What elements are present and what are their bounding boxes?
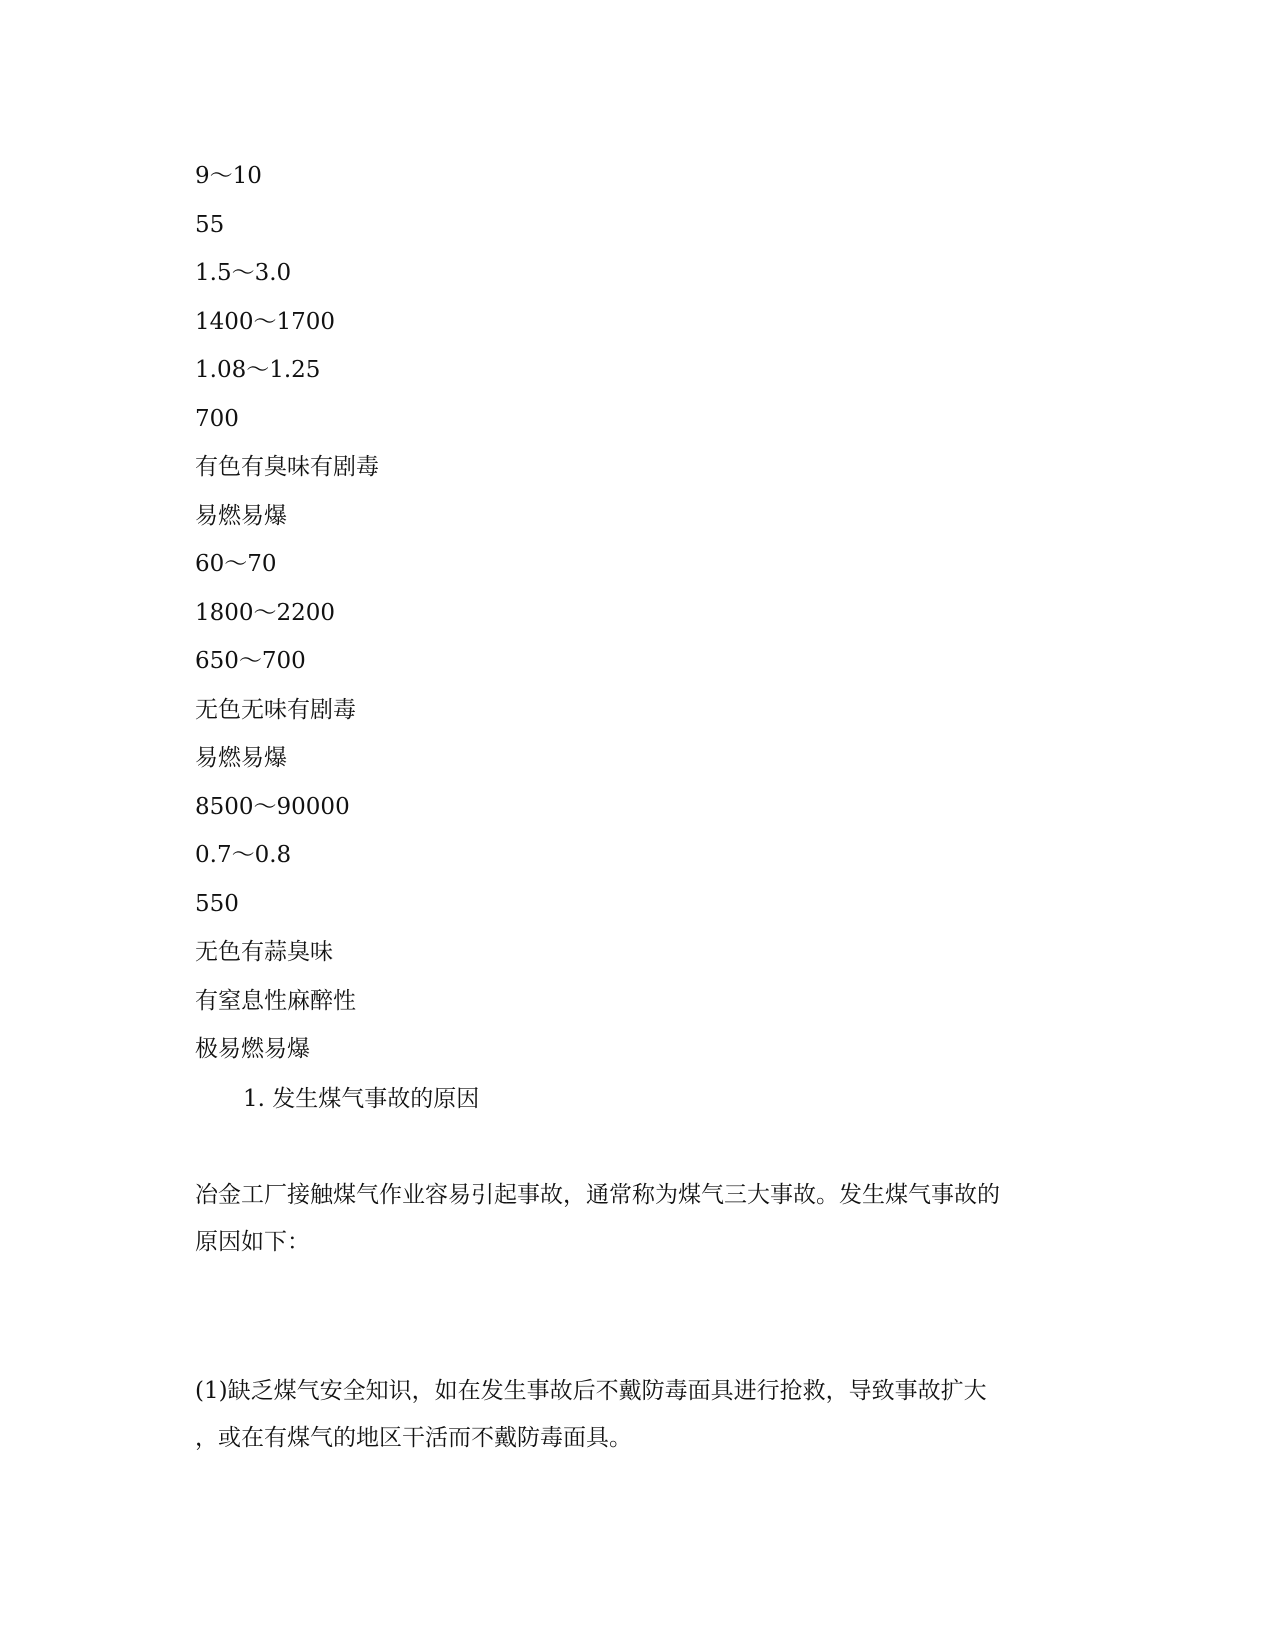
paragraph-line: ，或在有煤气的地区干活而不戴防毒面具。 [195, 1425, 632, 1451]
intro-paragraph [195, 1172, 1075, 1266]
paragraph-line: (1)缺乏煤气安全知识，如在发生事故后不戴防毒面具进行抢救，导致事故扩大 [195, 1378, 987, 1404]
paragraph-line: 原因如下： [195, 1229, 310, 1255]
list-item: 60～70 [195, 551, 277, 577]
list-item: 1.5～3.0 [195, 260, 292, 286]
list-item: 1400～1700 [195, 308, 336, 335]
list-item: 550 [195, 890, 239, 917]
list-item: 有窒息性麻醉性 [195, 987, 356, 1014]
list-item: 55 [195, 211, 225, 238]
list-item: 1.08～1.25 [195, 357, 321, 383]
list-item: 易燃易爆 [195, 502, 287, 529]
list-item: 1800～2200 [195, 599, 336, 626]
list-item: 易燃易爆 [195, 745, 287, 771]
gas-property-values [195, 160, 379, 1082]
list-item: 无色有蒜臭味 [195, 939, 333, 965]
list-item: 无色无味有剧毒 [195, 696, 356, 723]
section-heading: 1. 发生煤气事故的原因 [243, 1086, 480, 1112]
list-item: 700 [195, 405, 239, 432]
cause-1-paragraph [195, 1368, 1075, 1462]
list-item: 0.7～0.8 [195, 842, 292, 868]
paragraph-line: 冶金工厂接触煤气作业容易引起事故，通常称为煤气三大事故。发生煤气事故的 [195, 1182, 1000, 1208]
list-item: 8500～90000 [195, 793, 350, 820]
list-item: 有色有臭味有剧毒 [195, 454, 379, 480]
list-item: 极易燃易爆 [195, 1036, 310, 1062]
list-item: 650～700 [195, 648, 306, 674]
list-item: 9～10 [195, 163, 262, 189]
